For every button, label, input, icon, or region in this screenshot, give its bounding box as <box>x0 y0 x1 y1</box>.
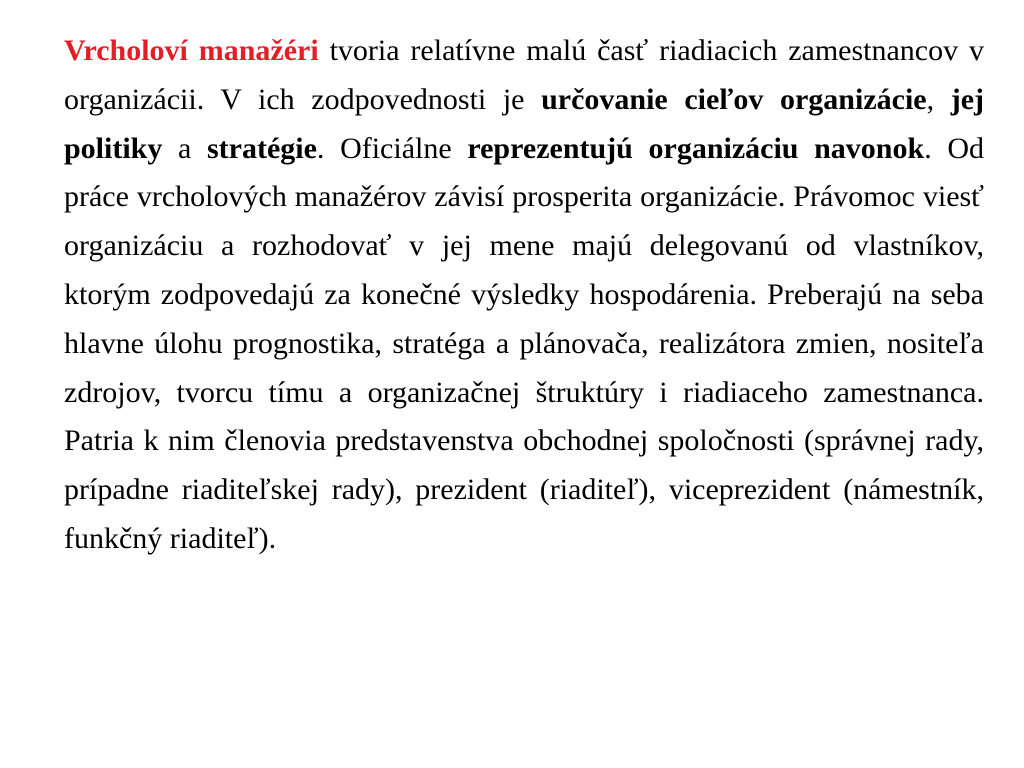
heading-term: Vrcholoví manažéri <box>64 34 319 67</box>
text-run: . Oficiálne <box>316 131 468 165</box>
text-run: a <box>162 131 207 165</box>
bold-term-represent: reprezentujú organizáciu navonok <box>467 131 925 165</box>
body-paragraph <box>64 27 984 564</box>
text-run: , <box>926 82 951 116</box>
bold-term-policy: jej politiky <box>64 82 985 165</box>
bold-term-strategy: stratégie <box>206 131 317 165</box>
text-run: tvoria relatívne malú časť riadiacich zamestnancov v organizácii. V ich zodpovednosti je <box>64 34 984 116</box>
bold-term-goals: určovanie cieľov organizácie <box>541 82 927 116</box>
text-run: . Od práce vrcholových manažérov závisí prosperita organizácie. Právomoc viesť organizáciu a rozhodovať v jej mene majú delegovanú od vlastníkov, ktorým zodpovedajú za konečné výsledky hospodárenia. Preberajú na seba hlavne úlohu prognostika, stratéga a plánovača, realizátora zmien, nositeľa zdrojov, tvorcu tímu a organizačnej štruktúry i riadiaceho zamestnanca. Patria k nim členovia predstavenstva obchodnej spoločnosti (správnej rady, prípadne riaditeľskej rady), prezident (riaditeľ), viceprezident (námestník, funkčný riaditeľ). <box>64 131 984 555</box>
